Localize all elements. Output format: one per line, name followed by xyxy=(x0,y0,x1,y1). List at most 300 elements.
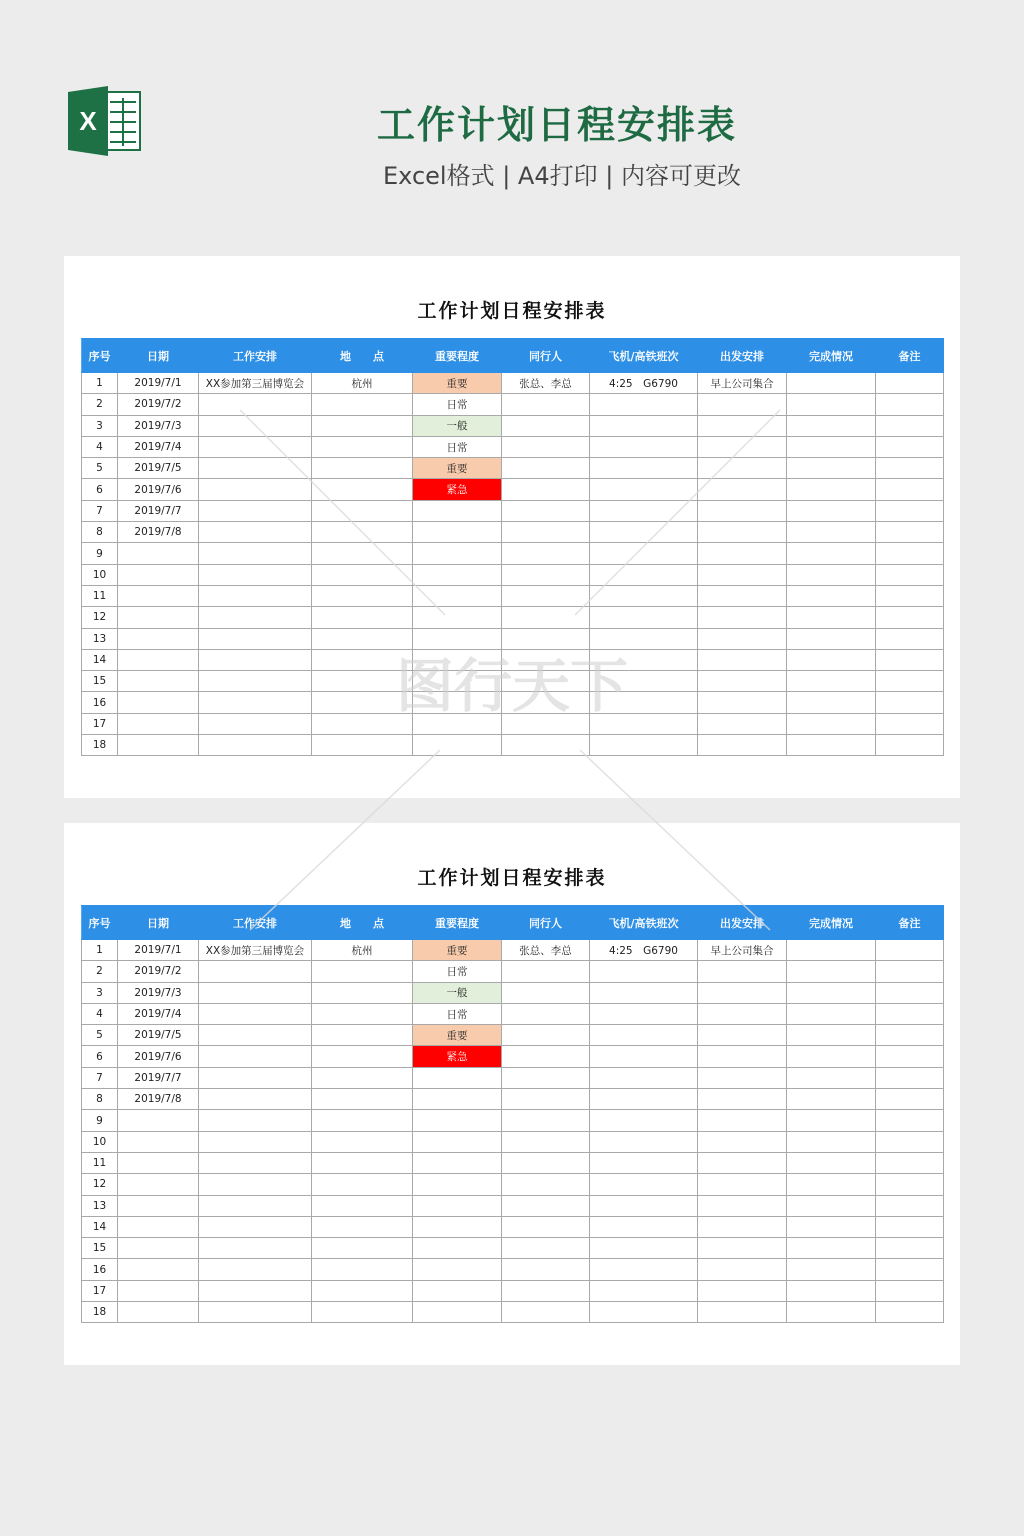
table-cell[interactable] xyxy=(698,607,787,628)
table-cell[interactable]: 7 xyxy=(82,1067,118,1088)
table-cell[interactable] xyxy=(413,692,502,713)
table-cell[interactable] xyxy=(502,607,590,628)
table-cell[interactable] xyxy=(312,1110,413,1131)
table-cell[interactable] xyxy=(876,543,944,564)
table-cell[interactable] xyxy=(199,564,312,585)
table-cell[interactable] xyxy=(502,500,590,521)
table-cell[interactable] xyxy=(787,500,876,521)
table-cell[interactable] xyxy=(199,961,312,982)
table-cell[interactable] xyxy=(787,649,876,670)
table-cell[interactable] xyxy=(199,1025,312,1046)
table-cell[interactable] xyxy=(312,1280,413,1301)
table-cell[interactable]: 16 xyxy=(82,1259,118,1280)
table-cell[interactable] xyxy=(787,1152,876,1173)
table-cell[interactable] xyxy=(199,982,312,1003)
table-cell[interactable] xyxy=(876,1046,944,1067)
table-cell[interactable] xyxy=(698,713,787,734)
table-cell[interactable] xyxy=(199,607,312,628)
table-cell[interactable] xyxy=(118,628,199,649)
table-cell[interactable] xyxy=(413,713,502,734)
table-cell[interactable] xyxy=(876,394,944,415)
table-cell[interactable]: 2 xyxy=(82,394,118,415)
table-cell[interactable] xyxy=(787,436,876,457)
table-cell[interactable] xyxy=(876,585,944,606)
table-cell[interactable] xyxy=(787,479,876,500)
table-cell[interactable] xyxy=(118,607,199,628)
table-cell[interactable] xyxy=(199,735,312,756)
table-cell[interactable]: 一般 xyxy=(413,982,502,1003)
table-cell[interactable] xyxy=(502,961,590,982)
table-cell[interactable] xyxy=(787,1131,876,1152)
table-cell[interactable] xyxy=(787,394,876,415)
table-cell[interactable] xyxy=(876,1259,944,1280)
table-cell[interactable] xyxy=(787,415,876,436)
table-cell[interactable] xyxy=(413,1259,502,1280)
table-cell[interactable] xyxy=(590,1003,698,1024)
table-cell[interactable]: 3 xyxy=(82,415,118,436)
table-cell[interactable] xyxy=(312,436,413,457)
table-cell[interactable]: 9 xyxy=(82,543,118,564)
table-cell[interactable] xyxy=(413,671,502,692)
table-cell[interactable] xyxy=(118,649,199,670)
table-cell[interactable] xyxy=(876,1302,944,1323)
table-cell[interactable] xyxy=(502,692,590,713)
table-cell[interactable] xyxy=(502,585,590,606)
table-cell[interactable]: 日常 xyxy=(413,1003,502,1024)
table-cell[interactable] xyxy=(312,961,413,982)
table-cell[interactable] xyxy=(413,628,502,649)
table-cell[interactable]: 2019/7/6 xyxy=(118,479,199,500)
table-cell[interactable] xyxy=(118,692,199,713)
table-cell[interactable]: 4:25 G6790 xyxy=(590,940,698,961)
table-cell[interactable] xyxy=(590,585,698,606)
table-cell[interactable] xyxy=(502,1003,590,1024)
table-cell[interactable]: 2019/7/2 xyxy=(118,961,199,982)
table-cell[interactable] xyxy=(876,1280,944,1301)
table-cell[interactable]: 2019/7/8 xyxy=(118,522,199,543)
table-cell[interactable]: 2019/7/1 xyxy=(118,940,199,961)
table-cell[interactable] xyxy=(698,458,787,479)
table-cell[interactable] xyxy=(787,961,876,982)
table-cell[interactable] xyxy=(413,585,502,606)
table-cell[interactable] xyxy=(118,585,199,606)
table-cell[interactable] xyxy=(118,1174,199,1195)
table-cell[interactable] xyxy=(413,1067,502,1088)
table-cell[interactable]: 2019/7/3 xyxy=(118,982,199,1003)
table-cell[interactable]: 17 xyxy=(82,1280,118,1301)
table-cell[interactable]: 13 xyxy=(82,1195,118,1216)
table-cell[interactable] xyxy=(199,1302,312,1323)
table-cell[interactable] xyxy=(118,1259,199,1280)
table-cell[interactable]: 早上公司集合 xyxy=(698,373,787,394)
table-cell[interactable]: 3 xyxy=(82,982,118,1003)
table-cell[interactable] xyxy=(312,607,413,628)
table-cell[interactable] xyxy=(590,982,698,1003)
table-cell[interactable] xyxy=(698,436,787,457)
table-cell[interactable] xyxy=(502,1302,590,1323)
table-cell[interactable]: XX参加第三届博览会 xyxy=(199,940,312,961)
table-cell[interactable] xyxy=(787,735,876,756)
table-cell[interactable] xyxy=(312,735,413,756)
table-cell[interactable] xyxy=(502,649,590,670)
table-cell[interactable] xyxy=(199,713,312,734)
table-cell[interactable]: 6 xyxy=(82,479,118,500)
table-cell[interactable]: 9 xyxy=(82,1110,118,1131)
table-cell[interactable] xyxy=(413,1174,502,1195)
table-cell[interactable] xyxy=(876,1025,944,1046)
table-cell[interactable] xyxy=(590,415,698,436)
table-cell[interactable] xyxy=(876,628,944,649)
table-cell[interactable] xyxy=(413,1238,502,1259)
table-cell[interactable] xyxy=(698,1259,787,1280)
table-cell[interactable] xyxy=(698,394,787,415)
table-cell[interactable] xyxy=(876,713,944,734)
table-cell[interactable] xyxy=(876,649,944,670)
table-cell[interactable] xyxy=(413,735,502,756)
table-cell[interactable] xyxy=(698,735,787,756)
table-cell[interactable] xyxy=(590,1174,698,1195)
table-cell[interactable]: 17 xyxy=(82,713,118,734)
table-cell[interactable]: 16 xyxy=(82,692,118,713)
table-cell[interactable] xyxy=(590,394,698,415)
table-cell[interactable] xyxy=(413,649,502,670)
table-cell[interactable]: 2019/7/8 xyxy=(118,1089,199,1110)
table-cell[interactable] xyxy=(590,671,698,692)
table-cell[interactable] xyxy=(312,522,413,543)
table-cell[interactable] xyxy=(312,649,413,670)
table-cell[interactable] xyxy=(502,1131,590,1152)
table-cell[interactable]: 11 xyxy=(82,1152,118,1173)
table-cell[interactable] xyxy=(199,543,312,564)
table-cell[interactable] xyxy=(312,1302,413,1323)
table-cell[interactable] xyxy=(876,692,944,713)
table-cell[interactable]: 2019/7/3 xyxy=(118,415,199,436)
table-cell[interactable] xyxy=(502,1238,590,1259)
table-cell[interactable] xyxy=(698,1003,787,1024)
table-cell[interactable] xyxy=(787,1302,876,1323)
table-cell[interactable] xyxy=(199,1195,312,1216)
table-cell[interactable]: 15 xyxy=(82,1238,118,1259)
table-cell[interactable] xyxy=(502,1216,590,1237)
table-cell[interactable] xyxy=(502,394,590,415)
table-cell[interactable] xyxy=(413,1280,502,1301)
table-cell[interactable] xyxy=(787,585,876,606)
table-cell[interactable] xyxy=(787,1025,876,1046)
table-cell[interactable] xyxy=(698,1046,787,1067)
table-cell[interactable] xyxy=(502,1046,590,1067)
table-cell[interactable] xyxy=(590,628,698,649)
table-cell[interactable] xyxy=(199,436,312,457)
table-cell[interactable] xyxy=(413,1195,502,1216)
table-cell[interactable] xyxy=(118,1110,199,1131)
table-cell[interactable] xyxy=(876,1131,944,1152)
table-cell[interactable] xyxy=(312,564,413,585)
table-cell[interactable] xyxy=(698,1302,787,1323)
table-cell[interactable]: 2 xyxy=(82,961,118,982)
table-cell[interactable] xyxy=(118,1195,199,1216)
table-cell[interactable] xyxy=(698,961,787,982)
table-cell[interactable]: 1 xyxy=(82,940,118,961)
table-cell[interactable]: 14 xyxy=(82,649,118,670)
table-cell[interactable] xyxy=(413,1089,502,1110)
table-cell[interactable] xyxy=(787,458,876,479)
table-cell[interactable]: 14 xyxy=(82,1216,118,1237)
table-cell[interactable] xyxy=(502,1025,590,1046)
table-cell[interactable] xyxy=(118,1238,199,1259)
table-cell[interactable] xyxy=(787,1089,876,1110)
table-cell[interactable]: 日常 xyxy=(413,961,502,982)
table-cell[interactable] xyxy=(787,1174,876,1195)
table-cell[interactable] xyxy=(118,1152,199,1173)
table-cell[interactable] xyxy=(502,564,590,585)
table-cell[interactable] xyxy=(876,1003,944,1024)
table-cell[interactable] xyxy=(590,1259,698,1280)
table-cell[interactable] xyxy=(590,607,698,628)
table-cell[interactable] xyxy=(199,1110,312,1131)
table-cell[interactable] xyxy=(590,692,698,713)
table-cell[interactable] xyxy=(502,1067,590,1088)
table-cell[interactable] xyxy=(876,479,944,500)
table-cell[interactable] xyxy=(312,1046,413,1067)
table-cell[interactable] xyxy=(590,479,698,500)
table-cell[interactable] xyxy=(590,1280,698,1301)
table-cell[interactable]: 12 xyxy=(82,607,118,628)
table-cell[interactable] xyxy=(413,1152,502,1173)
table-cell[interactable] xyxy=(787,607,876,628)
table-cell[interactable] xyxy=(787,1110,876,1131)
table-cell[interactable] xyxy=(502,543,590,564)
table-cell[interactable] xyxy=(502,1174,590,1195)
table-cell[interactable] xyxy=(876,961,944,982)
table-cell[interactable] xyxy=(502,671,590,692)
table-cell[interactable] xyxy=(199,692,312,713)
table-cell[interactable] xyxy=(312,1216,413,1237)
table-cell[interactable] xyxy=(312,1195,413,1216)
table-cell[interactable]: 早上公司集合 xyxy=(698,940,787,961)
table-cell[interactable] xyxy=(502,982,590,1003)
table-cell[interactable]: 13 xyxy=(82,628,118,649)
table-cell[interactable]: 18 xyxy=(82,1302,118,1323)
table-cell[interactable]: 日常 xyxy=(413,436,502,457)
table-cell[interactable] xyxy=(876,1195,944,1216)
table-cell[interactable]: 1 xyxy=(82,373,118,394)
table-cell[interactable] xyxy=(118,1131,199,1152)
table-cell[interactable] xyxy=(502,522,590,543)
table-cell[interactable] xyxy=(118,564,199,585)
table-cell[interactable] xyxy=(876,940,944,961)
table-cell[interactable] xyxy=(312,671,413,692)
table-cell[interactable] xyxy=(312,1131,413,1152)
table-cell[interactable]: 8 xyxy=(82,1089,118,1110)
table-cell[interactable] xyxy=(698,1174,787,1195)
table-cell[interactable]: 6 xyxy=(82,1046,118,1067)
table-cell[interactable] xyxy=(502,1280,590,1301)
table-cell[interactable] xyxy=(413,607,502,628)
table-cell[interactable] xyxy=(876,1067,944,1088)
table-cell[interactable] xyxy=(876,1089,944,1110)
table-cell[interactable] xyxy=(118,543,199,564)
table-cell[interactable] xyxy=(312,692,413,713)
table-cell[interactable] xyxy=(876,607,944,628)
table-cell[interactable] xyxy=(590,522,698,543)
table-cell[interactable] xyxy=(698,649,787,670)
table-cell[interactable] xyxy=(502,415,590,436)
table-cell[interactable] xyxy=(199,1089,312,1110)
table-cell[interactable]: 4 xyxy=(82,1003,118,1024)
table-cell[interactable] xyxy=(199,1003,312,1024)
table-cell[interactable] xyxy=(698,522,787,543)
table-cell[interactable] xyxy=(199,628,312,649)
table-cell[interactable] xyxy=(312,1238,413,1259)
table-cell[interactable]: 2019/7/7 xyxy=(118,500,199,521)
table-cell[interactable] xyxy=(698,1238,787,1259)
table-cell[interactable]: 2019/7/5 xyxy=(118,458,199,479)
table-cell[interactable]: 15 xyxy=(82,671,118,692)
table-cell[interactable] xyxy=(590,713,698,734)
table-cell[interactable] xyxy=(118,671,199,692)
table-cell[interactable]: 12 xyxy=(82,1174,118,1195)
table-cell[interactable] xyxy=(698,1067,787,1088)
table-cell[interactable] xyxy=(787,1259,876,1280)
table-cell[interactable] xyxy=(876,1152,944,1173)
table-cell[interactable] xyxy=(787,1067,876,1088)
table-cell[interactable] xyxy=(312,1152,413,1173)
table-cell[interactable] xyxy=(876,415,944,436)
table-cell[interactable] xyxy=(502,735,590,756)
table-cell[interactable] xyxy=(199,522,312,543)
table-cell[interactable] xyxy=(502,628,590,649)
table-cell[interactable] xyxy=(502,1152,590,1173)
table-cell[interactable] xyxy=(876,1110,944,1131)
table-cell[interactable] xyxy=(312,1174,413,1195)
table-cell[interactable] xyxy=(698,543,787,564)
table-cell[interactable] xyxy=(876,500,944,521)
table-cell[interactable] xyxy=(698,1195,787,1216)
table-cell[interactable] xyxy=(312,394,413,415)
table-cell[interactable] xyxy=(199,1174,312,1195)
table-cell[interactable]: 紧急 xyxy=(413,479,502,500)
table-cell[interactable] xyxy=(590,1302,698,1323)
table-cell[interactable] xyxy=(312,500,413,521)
table-cell[interactable]: 杭州 xyxy=(312,940,413,961)
table-cell[interactable] xyxy=(312,458,413,479)
table-cell[interactable] xyxy=(413,1110,502,1131)
table-cell[interactable] xyxy=(312,982,413,1003)
table-cell[interactable] xyxy=(312,415,413,436)
table-cell[interactable] xyxy=(590,1025,698,1046)
table-cell[interactable]: 重要 xyxy=(413,1025,502,1046)
table-cell[interactable] xyxy=(698,415,787,436)
table-cell[interactable] xyxy=(590,500,698,521)
table-cell[interactable] xyxy=(199,649,312,670)
table-cell[interactable] xyxy=(787,713,876,734)
table-cell[interactable] xyxy=(876,1174,944,1195)
table-cell[interactable] xyxy=(787,1216,876,1237)
table-cell[interactable]: 7 xyxy=(82,500,118,521)
table-cell[interactable] xyxy=(312,1259,413,1280)
table-cell[interactable] xyxy=(413,500,502,521)
table-cell[interactable] xyxy=(787,628,876,649)
table-cell[interactable]: 11 xyxy=(82,585,118,606)
table-cell[interactable]: 日常 xyxy=(413,394,502,415)
table-cell[interactable] xyxy=(413,522,502,543)
table-cell[interactable] xyxy=(199,1238,312,1259)
table-cell[interactable] xyxy=(590,1238,698,1259)
table-cell[interactable] xyxy=(118,1302,199,1323)
table-cell[interactable]: 4 xyxy=(82,436,118,457)
table-cell[interactable] xyxy=(876,1238,944,1259)
table-cell[interactable] xyxy=(199,479,312,500)
table-cell[interactable] xyxy=(502,1195,590,1216)
table-cell[interactable] xyxy=(876,982,944,1003)
table-cell[interactable] xyxy=(199,1216,312,1237)
table-cell[interactable] xyxy=(199,458,312,479)
table-cell[interactable]: 一般 xyxy=(413,415,502,436)
table-cell[interactable] xyxy=(312,585,413,606)
table-cell[interactable] xyxy=(502,436,590,457)
table-cell[interactable] xyxy=(413,1216,502,1237)
table-cell[interactable] xyxy=(118,713,199,734)
table-cell[interactable]: 4:25 G6790 xyxy=(590,373,698,394)
table-cell[interactable] xyxy=(199,1259,312,1280)
table-cell[interactable] xyxy=(502,1110,590,1131)
table-cell[interactable]: 重要 xyxy=(413,373,502,394)
table-cell[interactable]: 2019/7/5 xyxy=(118,1025,199,1046)
table-cell[interactable] xyxy=(312,1003,413,1024)
table-cell[interactable] xyxy=(118,1216,199,1237)
table-cell[interactable]: 2019/7/7 xyxy=(118,1067,199,1088)
table-cell[interactable]: 重要 xyxy=(413,940,502,961)
table-cell[interactable] xyxy=(590,436,698,457)
table-cell[interactable]: 5 xyxy=(82,1025,118,1046)
table-cell[interactable]: 10 xyxy=(82,1131,118,1152)
table-cell[interactable] xyxy=(590,1046,698,1067)
table-cell[interactable] xyxy=(698,500,787,521)
table-cell[interactable] xyxy=(590,458,698,479)
table-cell[interactable] xyxy=(787,1280,876,1301)
table-cell[interactable] xyxy=(698,1089,787,1110)
table-cell[interactable]: 2019/7/1 xyxy=(118,373,199,394)
table-cell[interactable] xyxy=(698,585,787,606)
table-cell[interactable]: 10 xyxy=(82,564,118,585)
table-cell[interactable] xyxy=(698,479,787,500)
table-cell[interactable] xyxy=(199,1280,312,1301)
table-cell[interactable] xyxy=(698,564,787,585)
table-cell[interactable] xyxy=(876,373,944,394)
table-cell[interactable] xyxy=(199,415,312,436)
table-cell[interactable] xyxy=(199,394,312,415)
table-cell[interactable] xyxy=(876,458,944,479)
table-cell[interactable] xyxy=(876,564,944,585)
table-cell[interactable] xyxy=(787,671,876,692)
table-cell[interactable] xyxy=(199,1046,312,1067)
table-cell[interactable] xyxy=(199,585,312,606)
table-cell[interactable] xyxy=(590,1089,698,1110)
table-cell[interactable]: 张总、李总 xyxy=(502,940,590,961)
table-cell[interactable] xyxy=(698,1131,787,1152)
table-cell[interactable] xyxy=(876,735,944,756)
table-cell[interactable] xyxy=(787,982,876,1003)
table-cell[interactable] xyxy=(199,671,312,692)
table-cell[interactable] xyxy=(413,1302,502,1323)
table-cell[interactable] xyxy=(590,961,698,982)
table-cell[interactable] xyxy=(502,479,590,500)
table-cell[interactable] xyxy=(590,1216,698,1237)
table-cell[interactable] xyxy=(590,1067,698,1088)
table-cell[interactable] xyxy=(698,692,787,713)
table-cell[interactable] xyxy=(413,1131,502,1152)
table-cell[interactable] xyxy=(876,436,944,457)
